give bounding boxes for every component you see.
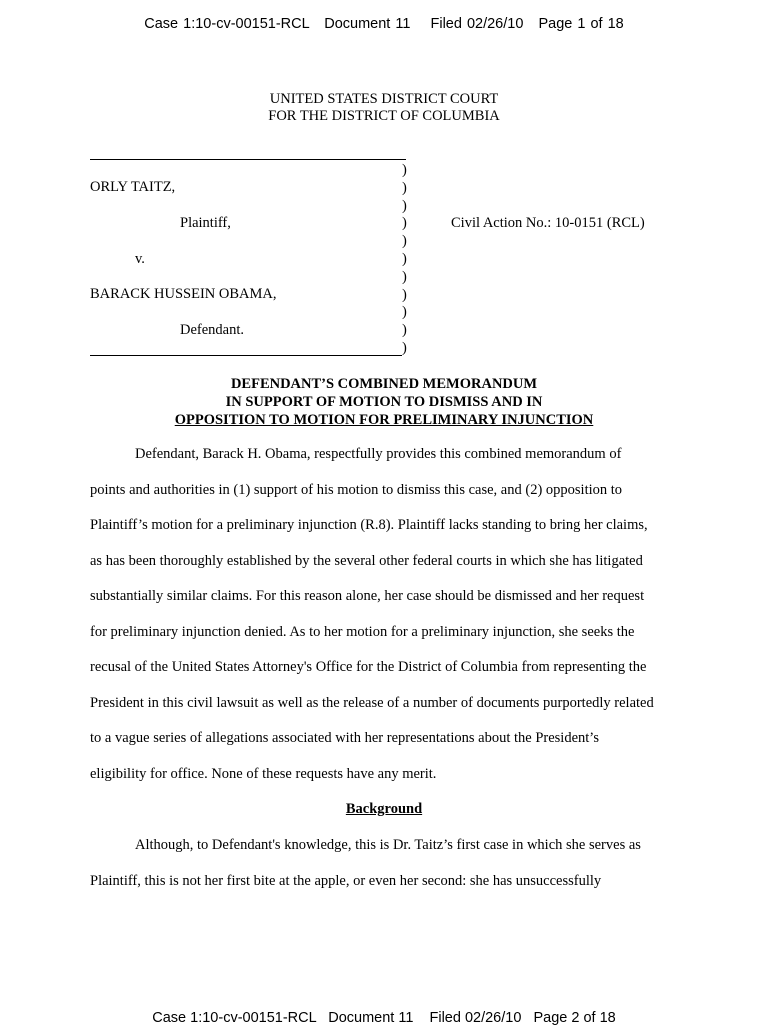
paren: ) bbox=[402, 250, 407, 267]
paren: ) bbox=[402, 304, 407, 321]
paren: ) bbox=[402, 215, 407, 232]
paragraph-line: as has been thoroughly established by the several other federal courts in which she has litigated bbox=[90, 552, 643, 569]
paragraph-line: Defendant, Barack H. Obama, respectfully provides this combined memorandum of bbox=[135, 446, 622, 462]
background-heading: Background bbox=[345, 801, 423, 817]
plaintiff-name: ORLY TAITZ, bbox=[90, 179, 176, 195]
paragraph-line: President in this civil lawsuit as well as the release of a number of documents purportedly related bbox=[90, 694, 654, 711]
paragraph-line: Plaintiff, this is not her first bite at the apple, or even her second: she has unsuccessfully bbox=[90, 872, 602, 889]
title-line-3: OPPOSITION TO MOTION FOR PRELIMINARY INJUNCTION bbox=[174, 412, 594, 428]
paren: ) bbox=[402, 339, 407, 356]
paragraph-line: Although, to Defendant's knowledge, this is Dr. Taitz’s first case in which she serves as bbox=[135, 837, 641, 853]
court-line-1: UNITED STATES DISTRICT COURT bbox=[269, 91, 499, 107]
court-line-2: FOR THE DISTRICT OF COLUMBIA bbox=[268, 108, 500, 124]
title-line-1: DEFENDANT’S COMBINED MEMORANDUM bbox=[230, 376, 538, 392]
paren: ) bbox=[402, 179, 407, 196]
defendant-name: BARACK HUSSEIN OBAMA, bbox=[90, 286, 277, 302]
title-line-2: IN SUPPORT OF MOTION TO DISMISS AND IN bbox=[225, 394, 543, 410]
court-name bbox=[0, 91, 768, 125]
next-page-header: Case 1:10-cv-00151-RCL Document 11 Filed 02/26/10 Page 2 of 18 bbox=[152, 1010, 616, 1026]
paragraph-line: recusal of the United States Attorney's Office for the District of Columbia from representing the bbox=[90, 659, 647, 675]
document-title bbox=[0, 375, 768, 429]
versus: v. bbox=[135, 251, 145, 267]
paragraph-line: points and authorities in (1) support of his motion to dismiss this case, and (2) opposition to bbox=[90, 481, 623, 498]
caption-bottom-rule bbox=[90, 355, 402, 356]
defendant-role: Defendant. bbox=[180, 322, 245, 338]
civil-action-number: Civil Action No.: 10-0151 (RCL) bbox=[451, 215, 645, 231]
page-header: Case 1:10-cv-00151-RCL Document 11 Filed 02/26/10 Page 1 of 18 bbox=[144, 16, 624, 32]
paren: ) bbox=[402, 268, 407, 285]
paragraph-line: to a vague series of allegations associated with her representations about the President’s bbox=[90, 730, 599, 746]
caption-parentheses bbox=[402, 162, 414, 358]
paren: ) bbox=[402, 233, 407, 250]
paragraph-intro bbox=[90, 437, 685, 792]
paren: ) bbox=[402, 286, 407, 303]
paragraph-background bbox=[90, 828, 685, 899]
paren: ) bbox=[402, 197, 407, 214]
caption-top-rule bbox=[90, 159, 406, 160]
paragraph-line: eligibility for office. None of these requests have any merit. bbox=[90, 765, 437, 782]
paren: ) bbox=[402, 162, 407, 178]
paragraph-line: for preliminary injunction denied. As to her motion for a preliminary injunction, she seeks the bbox=[90, 623, 635, 640]
paragraph-line: Plaintiff’s motion for a preliminary injunction (R.8). Plaintiff lacks standing to bring her claims, bbox=[90, 517, 648, 533]
plaintiff-role: Plaintiff, bbox=[180, 215, 231, 231]
paren: ) bbox=[402, 322, 407, 339]
paragraph-line: substantially similar claims. For this reason alone, her case should be dismissed and her request bbox=[90, 588, 645, 604]
